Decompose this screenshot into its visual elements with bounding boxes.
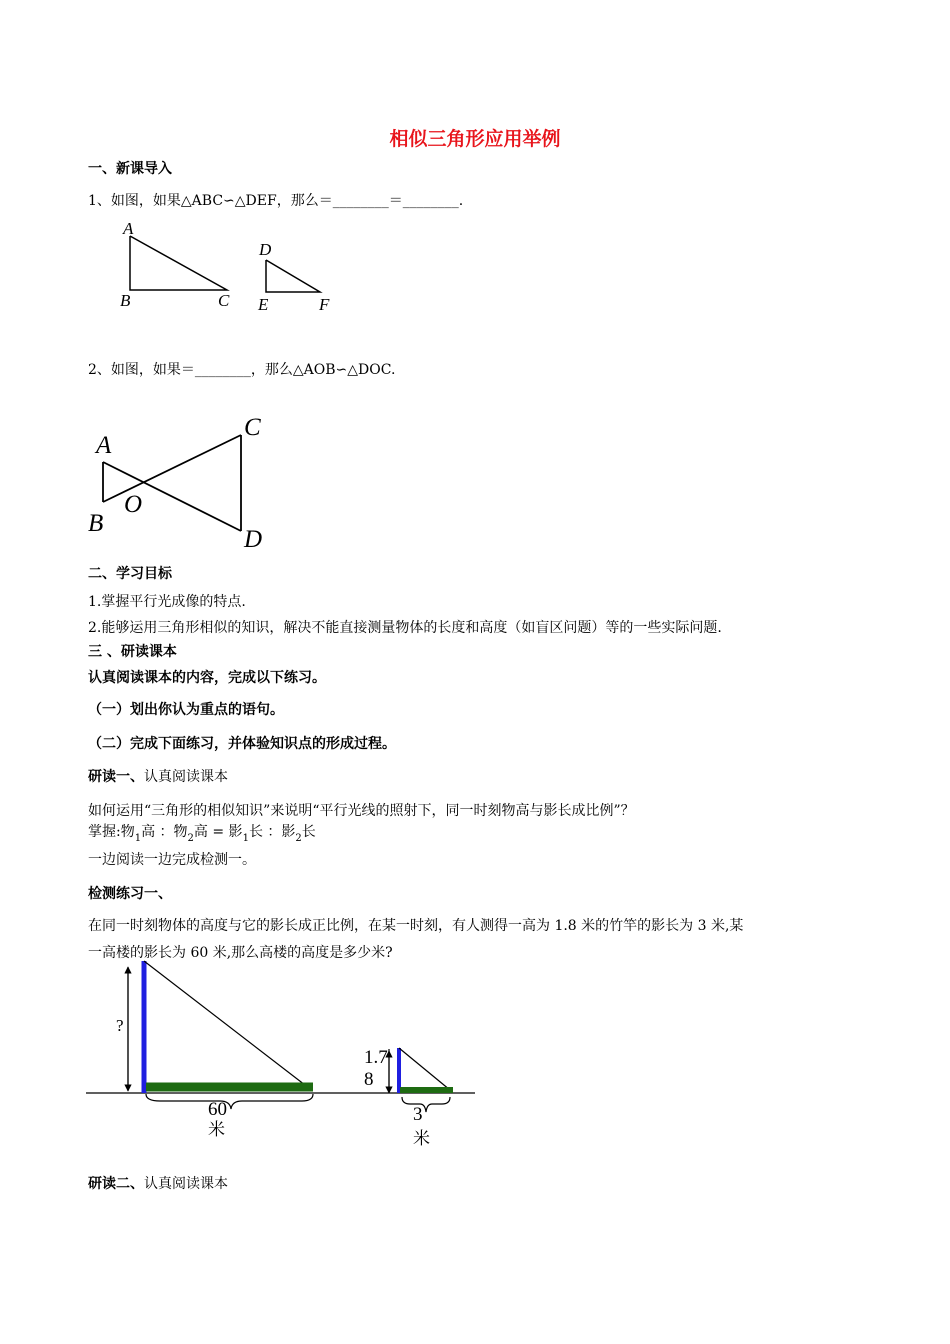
label-b: B xyxy=(120,291,131,310)
brace-60 xyxy=(146,1094,313,1109)
height-18-line2: 8 xyxy=(364,1069,374,1090)
grasp-mid-1: 高 ：物 xyxy=(141,824,188,840)
label-c2: C xyxy=(244,414,261,441)
label-a2: A xyxy=(96,432,112,459)
read-along: 一边阅读一边完成检测一。 xyxy=(88,852,256,868)
grasp-sub-3: 1 xyxy=(242,833,249,844)
length-60-number: 60 xyxy=(208,1099,227,1120)
length-60-unit: 米 xyxy=(208,1120,225,1139)
reading-instruction: 认真阅读课本的内容，完成以下练习。 xyxy=(88,670,326,686)
reading-2 xyxy=(88,1173,228,1193)
figure-bowtie-aob-doc xyxy=(80,405,290,555)
grasp-sub-4: 2 xyxy=(295,833,302,844)
reading-2-label: 研读二、 xyxy=(88,1176,144,1192)
grasp-mid-3: 长 ：影 xyxy=(248,824,296,840)
step-1: （一）划出你认为重点的语句。 xyxy=(88,702,284,718)
grasp-end: 长 xyxy=(301,824,316,840)
reading-2-text: 认真阅读课本 xyxy=(144,1176,228,1192)
page-title: 相似三角形应用举例 xyxy=(389,128,561,150)
figure-shadow-diagram xyxy=(80,955,490,1155)
label-d: D xyxy=(259,240,272,259)
label-f: F xyxy=(319,295,330,314)
question-2: 2、如图，如果＝________，那么△AOB∽△DOC. xyxy=(88,362,396,378)
label-e: E xyxy=(258,295,269,314)
label-d2: D xyxy=(244,526,263,553)
check-line-1: 在同一时刻物体的高度与它的影长成正比例，在某一时刻，有人测得一高为 1.8 米的竹竿的影长为 3 米,某 xyxy=(88,918,744,934)
grasp-prefix: 掌握:物 xyxy=(88,824,135,840)
sun-ray-pole xyxy=(399,1048,450,1090)
sun-ray-building xyxy=(144,961,305,1085)
grasp-sub-1: 1 xyxy=(134,833,142,844)
reading-1 xyxy=(88,766,228,786)
question-1: 1、如图，如果△ABC∽△DEF，那么＝________＝________. xyxy=(88,193,464,209)
goal-2: 2.能够运用三角形相似的知识，解决不能直接测量物体的长度和高度（如盲区问题）等的一些实际问题. xyxy=(88,620,722,636)
check-line-2: 一高楼的影长为 60 米,那么高楼的高度是多少米? xyxy=(88,945,393,961)
label-a: A xyxy=(123,219,134,238)
grasp-ratio xyxy=(88,821,316,844)
length-3-number: 3 xyxy=(413,1104,423,1125)
check-heading: 检测练习一、 xyxy=(88,886,172,902)
reading-1-label: 研读一、 xyxy=(88,769,144,785)
figure-triangles-abc-def xyxy=(110,218,350,318)
section-1-heading: 一、新课导入 xyxy=(88,161,172,177)
triangle-abc xyxy=(130,236,227,290)
label-b2: B xyxy=(88,510,104,537)
reading-1-text: 认真阅读课本 xyxy=(144,769,228,785)
section-2-heading: 二、学习目标 xyxy=(88,566,172,582)
grasp-sub-2: 2 xyxy=(187,833,194,844)
grasp-mid-2: 高 = 影 xyxy=(193,824,243,840)
label-o: O xyxy=(124,491,143,518)
label-c: C xyxy=(218,291,230,310)
length-3-unit: 米 xyxy=(413,1129,430,1148)
triangle-def xyxy=(266,260,320,292)
step-2: （二）完成下面练习，并体验知识点的形成过程。 xyxy=(88,736,396,752)
brace-3 xyxy=(402,1097,450,1112)
question-text: 如何运用“三角形的相似知识”来说明“平行光线的照射下，同一时刻物高与影长成比例”？ xyxy=(88,803,635,819)
height-18-line1: 1.7 xyxy=(364,1047,388,1068)
section-3-heading: 三 、研读课本 xyxy=(88,644,177,660)
unknown-height-mark: ? xyxy=(116,1016,124,1035)
goal-1: 1.掌握平行光成像的特点. xyxy=(88,594,246,610)
